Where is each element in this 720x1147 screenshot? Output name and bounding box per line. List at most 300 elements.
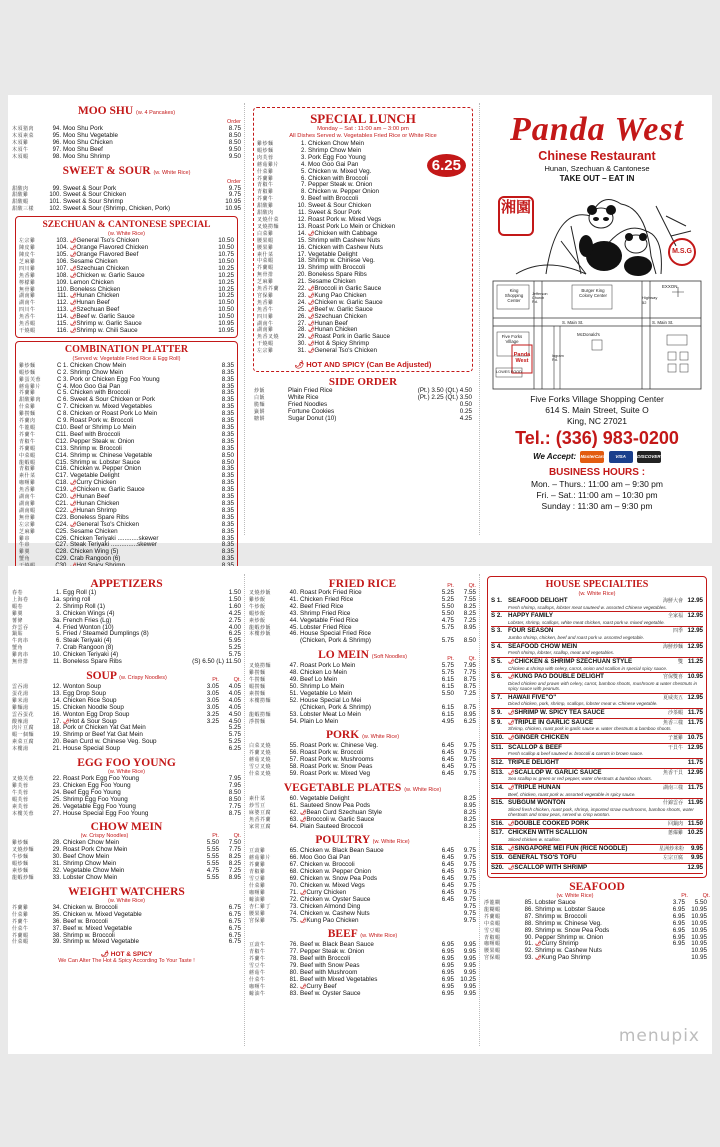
chinese-name [659, 865, 685, 872]
item-price: 1.50 [228, 595, 241, 603]
item-price-qt: 8.95 [463, 710, 476, 718]
item-number: 41. [289, 596, 298, 603]
item-number: C14. [55, 452, 68, 459]
cuisine-line: Hunan, Szechuan & Cantonese [544, 164, 650, 173]
item-price: 8.35 [221, 499, 234, 507]
szechuan-title: SZECHUAN & CANTONESE SPECIAL [42, 220, 211, 231]
item-name: Beef with Snow Peas [300, 962, 360, 970]
item-number: 22. [297, 286, 306, 293]
item-number: C11. [55, 431, 68, 438]
item-number: 22. [52, 776, 61, 783]
item-number: 25. [52, 796, 61, 803]
item-price: 10.25 [687, 829, 703, 837]
item-name: Chicken Lo Mein [300, 669, 347, 677]
appetizers-list [12, 590, 241, 666]
chinese-name: 上海卷 [12, 596, 29, 603]
item-number: S19. [491, 854, 504, 862]
side-order-title: SIDE ORDER [328, 376, 398, 389]
pepper-icon: 🌶 [308, 327, 315, 334]
item-number: 12. [52, 683, 61, 690]
item-number: 94. [52, 126, 61, 132]
item-price: 5.75 [228, 651, 241, 659]
item-number: 30. [52, 854, 61, 861]
menu-item-row [257, 203, 469, 210]
item-name: Roast Pork w. Mixed Veg [300, 770, 370, 778]
chinese-name: 四川牛 [19, 307, 36, 314]
item-name: Shrimp Chow Mein [70, 368, 124, 376]
fried-rice-list [249, 590, 476, 645]
chinese-name: 魚香芥蘭 [249, 816, 272, 823]
item-price: 8.50 [221, 451, 234, 459]
item-price-qt: 6.25 [463, 717, 476, 725]
menu-item-row [19, 473, 234, 480]
pepper-icon: 🌶 [308, 306, 315, 313]
pepper-icon: 🌶 [70, 265, 77, 272]
item-price-qt: 5.25 [228, 738, 241, 746]
item-number: C15. [55, 459, 68, 466]
item-price: 11.25 [687, 657, 703, 665]
chinese-name: 雞麵湯 [12, 704, 29, 711]
menu-item-row [19, 542, 234, 549]
item-number: S16. [491, 819, 504, 827]
item-name: Beef Chow Mein [63, 853, 110, 861]
item-price: 8.35 [221, 472, 234, 480]
chinese-name: 雞肉串 [12, 652, 29, 659]
item-number: 1a. [52, 596, 61, 603]
chinese-name: 芥蘭蝦 [12, 932, 29, 939]
item-number: 78. [289, 956, 298, 963]
item-price: 10.95 [225, 205, 241, 213]
chinese-name: 湖南蝦 [19, 507, 36, 514]
item-price-qt: 7.55 [463, 589, 476, 596]
item-number: 51. [289, 690, 298, 697]
item-number: C18. [55, 480, 68, 487]
chinese-name: 咖喱牛 [249, 983, 266, 990]
item-number: 95. [52, 132, 61, 139]
item-price-qt: 9.95 [463, 955, 476, 963]
item-price: 4.00 [228, 623, 241, 631]
item-name: Sesame Chicken [308, 278, 356, 286]
item-number: 18. [52, 725, 61, 732]
item-number: 17. [52, 718, 61, 725]
chinese-name: 雞炒麵 [19, 362, 36, 369]
menu-item-row [12, 875, 241, 882]
item-price: 11.75 [687, 718, 703, 726]
restaurant-name: Panda West [509, 111, 685, 148]
item-name: Vegetable Egg Foo Young [63, 802, 136, 810]
menu-item-row [249, 638, 476, 645]
item-price-pt: 5.25 [441, 595, 454, 603]
item-price: 8.35 [221, 520, 234, 528]
item-price: 12.95 [687, 693, 703, 701]
item-price-qt: 8.95 [463, 623, 476, 631]
item-name: Moo Goo Gai Pan [300, 854, 351, 862]
item-price-pt: 5.75 [441, 669, 454, 677]
item-name: Boneless Spare Ribs [70, 513, 129, 521]
item-name: Chicken w. Broccoli [63, 903, 118, 911]
szechuan-list [19, 238, 234, 335]
item-price-pt: 5.50 [206, 839, 219, 847]
column-inside-right: HOUSE SPECIALTIES (w. White Rice) S 1. SEAFOOD DELIGHT 海鮮大會 12.95 Fresh shrimp, scallops, lobster meat sauteed w. assorted Chinese vegetables. S 2. HAPPY FAMILY 全家福 12.95 Lobster, shrimp, scallops, white meat chicken, roast pork w. mixed vegetable. S 3. FOUR SEASON 四季 12.95 Jumbo shrimp, chicken, beef and roast pork w. assorted vegetable. S 4. SEAFOOD CHOW MEIN 海鮮炒麵 12.95 Fresh shrimp, lobster, scallop, meat and vegetables. S 5. 🌶 CHICKEN & SHRIMP SZECHUAN STYLE 雙 11.25 Chicken & shrimp with celery, carrot, onion and scallion in special spicy sauce. S 6. 🌶 KUNG PAO DOUBLE DELIGHT 宮保雙喜 10.95 Diced chicken and prawn with celery, carrot, bamboo shoots, mushroom & water chestnuts in spicy sauce with peanuts. S 7. HAWAII FIVE"O" 夏威夷五 12.95 Diced chicken, pork, shrimp, scallops, lobster meat w. Chinese vegetable. S 9. 🌶 SHRIMP W. SPICY TEA SAUCE 沙茶蝦 11.75 S 9. 🌶 TRIPLE IN GARLIC SAUCE 魚香三樣 11.75 Shrimp, chicken, roast pork in garlic sauce w. water chestnuts & bamboo shoots. S10. 🌶 GINGER CHICKEN 子薑雞 10.75 S11. SCALLOP & BEEF 干貝牛 12.95 Fresh scallop & beef sauteed w. broccoli & carrots in brown sauce. S12. TRIPLE DELIGHT 11.75 S13. 🌶 SCALLOP W. GARLIC SAUCE 魚香干貝 12.95 Sea scallop w. green or red pepper, water chestnuts & bamboo shoots. S14. 🌶 TRIPLE HUNAN 湖南三樣 11.75 Beef, chicken, roast pork w. assorted vegetable in spicy sauce. S15. SUBGUM WONTON 什錦雲吞 11.95 Sliced fresh chicken, roast pork, shrimp, imported straw mushrooms, bamboo shoots, water chestnuts and snow peas, served w. crisp wonton. S16. 🌶 DOUBLE COOKED PORK 回鍋肉 11.50 S17. CHICKEN WITH SCALLION 蔥爆雞 10.25 Sliced chicken w. scallion. S18. 🌶 SINGAPORE MEI FUN (RICE NOODLE) 星洲炒米粉 9.95 S19. GENERAL TSO'S TOFU 左宗豆腐 9.95 S20. 🌶 SCALLOP WITH SHRIMP 12.95 SEAFOOD (w. White Rice) Pt. Qt. 淨龍糊 85. Lobster Sauce 3.75 5.50 龍糊蝦 86. Shrimp w. Lobster Sauce 6.95 10.95 芥蘭蝦 87. Shrimp w. Broccoli 6.95 10.95 中菜蝦 88. Shrimp w. Chinese Veg. 6.95 10.95 雪豆蝦 89. Shrimp w. Snow Pea Pods 6.95 10.95 青椒蝦 90. Pepper Shrimp w. Onion 6.95 10.95 咖喱蝦 91. 🌶 Curry Shrimp 6.95 10.95 腰果蝦 92. Shrimp w. Cashew Nuts 10.95 宮保蝦 93. 🌶 Kung Pao Shrimp 10.95 [484, 566, 710, 1054]
moo-shu-title: MOO SHU (w. 4 Pancakes) [77, 105, 176, 117]
item-name: SUBGUM WONTON [508, 799, 566, 807]
menu-item-row [12, 645, 241, 652]
chow-mein-title: CHOW MEIN [90, 821, 163, 834]
item-number: C21. [55, 500, 68, 507]
item-price-pt: 5.75 [441, 623, 454, 631]
item-number: 23. [52, 782, 61, 789]
item-name: Shrimp w. Mixed Vegetable [63, 938, 139, 946]
chinese-name: 陳皮牛 [19, 251, 36, 258]
column-inside-middle: FRIED RICE Pt. Qt. 叉燒炒飯 40. Roast Pork Fried Rice 5.25 7.55 雞炒飯 41. Chicken Fried Rice 5.25 7.55 牛炒飯 42. Beef Fried Rice 5.50 8.25 蝦炒飯 43. Shrimp Fried Rice 5.50 8.25 素炒飯 44. Vegetable Fried Rice 4.75 7.25 龍蝦炒飯 45. Lobster Fried Rice 5.75 8.95 本樓炒飯 46. House Special Fried Rice (Chicken, Pork & Shrimp) 5.75 8.50 LO MEIN (Soft Noodles) Pt. Qt. 叉燒撈麵 47. Roast Pork Lo Mein 5.75 7.95 雞撈麵 48. Chicken Lo Mein 5.75 7.75 牛撈麵 49. Beef Lo Mein 6.15 8.75 蝦撈麵 50. Shrimp Lo Mein 6.15 8.75 素撈麵 51. Vegetable Lo Mein 5.50 7.25 本樓撈麵 52. House Special Lo Mei (Chicken, Pork & Shrimp) 6.15 8.75 龍蝦撈麵 53. Lobster Meat Lo Mein 6.15 8.95 淨撈麵 54. Plain Lo Mein 4.95 6.25 PORK (w. White Rice) 白菜叉燒 55. Roast Pork w. Chinese Veg. 6.45 9.75 芥蘭叉燒 56. Roast Pork w. Broccoli 6.45 9.75 蘑菇叉燒 57. Roast Pork w. Mushrooms 6.45 9.75 雪豆叉燒 58. Roast Pork w. Snow Peas 6.45 9.75 什菜叉燒 59. Roast Pork w. Mixed Veg 6.45 9.75 VEGETABLE PLATES (w. White Rice) 素什菜 60. Vegetable Delight 8.25 炒雪豆 61. Sauteed Snow Pea Pods 8.95 麻婆豆腐 62. 🌶 Bean Curd Szechuan Style 8.25 魚香芥蘭 63. 🌶 Broccoli w. Garlic Sauce 8.25 家常豆腐 64. Plain Sauteed Broccoli 8.25 POULTRY (w. White Rice) 豆豉雞 65. Chicken w. Black Bean Sauce 6.45 9.75 蘑菇雞片 66. Moo Goo Gai Pan 6.45 9.75 芥蘭雞 67. Chicken w. Broccoli 6.45 9.75 青椒雞 68. Chicken w. Pepper Onion 6.45 9.75 雪豆雞 69. Chicken w. Snow Pea Pods 6.45 9.75 什菜雞 70. Chicken w. Mixed Vegs 6.45 9.75 咖喱雞 71. 🌶 Curry Chicken 6.45 9.75 蠔油雞 72. Chicken w. Oyster Sauce 6.45 9.75 杏仁雞丁 73. Chicken Almond Ding 9.75 腰果雞 74. Chicken w. Cashew Nuts 9.75 宮保雞 75. 🌶 Kung Pao Chicken 9.75 BEEF (w. White Rice) 豆豉牛 76. Beef w. Black Bean Sauce 6.95 9.95 青椒牛 77. Pepper Steak w. Onion 6.95 9.95 芥蘭牛 78. Beef with Broccoli 6.95 9.95 雪豆牛 79. Beef with Snow Peas 6.95 9.95 蘑菇牛 80. Beef with Mushroom 6.95 9.95 什菜牛 81. Beef with Mixed Vegetables 6.95 10.25 咖喱牛 82. 🌶 Curry Beef 6.95 9.95 蠔油牛 83. Beef w. Oyster Sauce 6.95 9.95 [249, 578, 476, 997]
item-price: 9.95 [690, 844, 703, 852]
item-name: Moo Shu Pork [63, 125, 103, 132]
item-name: Beef with Broccoli [308, 195, 359, 203]
chinese-name: 青椒牛 [257, 182, 274, 189]
pepper-icon: 🌶 [70, 293, 77, 300]
item-name: Moo Shu Vegetable [63, 131, 118, 139]
item-name: Sweet & Sour Pork [308, 209, 362, 217]
item-name: Chicken with Cabbage [314, 229, 378, 237]
item-price-pt: 6.45 [441, 749, 454, 757]
chinese-name: 春卷 [12, 590, 24, 596]
item-number: 11. [298, 210, 306, 217]
item-number: 98. [52, 153, 61, 160]
item-name: Chicken w. Pepper Onion [300, 868, 372, 876]
item-price: 8.35 [221, 430, 234, 438]
menu-item-row [249, 691, 476, 698]
item-description: Fresh scallop & beef sauteed w. broccoli & carrots in brown sauce. [491, 751, 703, 758]
item-name: Chicken w. Pepper Onion [308, 188, 380, 196]
item-price-pt: 3.75 [672, 899, 685, 907]
item-name: French Fries (Lg) [63, 616, 112, 624]
item-name: House Special Lo Mei [300, 696, 362, 704]
item-price-pt: 6.95 [441, 969, 454, 977]
item-name: Beef Egg Foo Young [63, 788, 121, 796]
item-number: 19. [297, 265, 306, 272]
item-number: 40. [289, 590, 298, 596]
pepper-icon: 🌶 [100, 951, 109, 959]
item-name: Shrimp w. Cashew Nuts [535, 947, 602, 955]
pepper-icon: 🌶 [70, 487, 77, 494]
item-name: General Tso's Chicken [314, 347, 378, 355]
item-number: 29. [52, 847, 61, 854]
combo-list [19, 363, 234, 570]
item-number: S 9. [491, 718, 503, 726]
menupix-watermark: menupix [618, 1026, 700, 1046]
item-name: Shrimp Roll (1) [63, 602, 105, 610]
item-price-pt: 6.45 [441, 875, 454, 883]
menu-item-row [12, 147, 241, 154]
business-hours-title: BUSINESS HOURS : [548, 467, 646, 478]
item-number: 75. [289, 917, 298, 924]
item-price-qt: 9.95 [463, 982, 476, 990]
chinese-name: 蝦炒麵 [257, 147, 274, 154]
item-number: 100. [49, 192, 61, 199]
specialty-row [491, 865, 703, 872]
specialty-row [491, 855, 703, 862]
item-price: 11.75 [687, 758, 703, 766]
item-name: spring roll [63, 595, 91, 603]
item-price: 8.50 [228, 138, 241, 146]
item-number: 25. [297, 306, 306, 313]
pepper-icon: 🌶 [308, 292, 315, 299]
menu-item-row [12, 618, 241, 625]
chinese-name: 素炒飯 [249, 617, 266, 624]
item-number: 109. [56, 279, 68, 286]
menu-item-row [19, 487, 234, 494]
chinese-name: 芥蘭牛 [257, 196, 274, 203]
chinese-name: 魚香蝦 [19, 321, 36, 328]
chinese-name: 干貝牛 [667, 744, 683, 751]
item-price: 8.95 [463, 801, 476, 809]
item-price: 12.95 [687, 768, 703, 776]
item-name: Lobster Sauce [535, 899, 576, 907]
item-name: GENERAL TSO'S TOFU [508, 854, 577, 862]
item-name: Wonton Soup [63, 682, 102, 690]
chinese-name: 回鍋肉 [667, 820, 683, 827]
chinese-name: 什菜雞 [19, 404, 36, 411]
item-price: 12.95 [687, 597, 703, 604]
item-name: Szechuan Beef [76, 306, 120, 314]
item-number: S 5. [491, 657, 503, 665]
item-number: C23. [55, 514, 68, 521]
chinese-name: 素菜豆腐 [12, 739, 35, 746]
item-price: 8.35 [221, 513, 234, 521]
item-number: 39. [52, 939, 61, 946]
item-price-qt: 9.75 [463, 742, 476, 750]
pepper-icon: 🌶 [535, 941, 542, 948]
chinese-name: 全家福 [667, 613, 683, 620]
menu-item-row [484, 948, 707, 955]
pepper-icon: 🌶 [70, 251, 77, 258]
item-name: Chicken Chow Mein [70, 361, 126, 369]
item-name: Boneless Spare Ribs [63, 658, 122, 666]
item-number: 99. [52, 185, 61, 192]
item-price-qt: 10.95 [691, 919, 707, 927]
item-number: 14. [52, 697, 61, 704]
chinese-name: 豆豉雞 [249, 848, 266, 855]
item-name: Curry Shrimp [541, 940, 579, 948]
item-price-pt: 6.95 [441, 941, 454, 949]
item-number: 57. [289, 757, 298, 764]
item-price: 8.35 [221, 555, 234, 563]
item-number: 5. [55, 631, 61, 638]
item-name: Crab Rangoon (6) [70, 555, 121, 563]
chinese-name: 湖南雞 [257, 327, 274, 334]
item-number: C 4. [56, 383, 68, 390]
item-number: 27. [52, 810, 61, 817]
item-price-pt: 6.45 [441, 854, 454, 862]
chinese-name: 什菜雞 [12, 911, 29, 918]
item-number: 15. [297, 237, 306, 244]
specialty-row [491, 821, 703, 828]
chinese-name: 青椒牛 [249, 949, 266, 956]
item-price: 5.25 [228, 644, 241, 652]
item-name: Chicken Chow Mein [63, 839, 119, 847]
item-name: Pork Egg Foo Young [308, 153, 366, 161]
item-number: 102. [49, 206, 61, 213]
weight-watchers-title: WEIGHT WATCHERS [68, 885, 185, 898]
item-name: House Special Egg Foo Young [63, 809, 149, 817]
pepper-icon: 🌶 [308, 313, 315, 320]
chinese-name: 素芙蓉 [12, 803, 29, 810]
item-number: 49. [289, 677, 298, 684]
chinese-name: 雪豆叉燒 [249, 764, 272, 771]
item-name: Beef w. Oyster Sauce [300, 989, 361, 997]
item-number: 3. [55, 610, 61, 617]
item-price-pt: 6.95 [672, 933, 685, 941]
item-number: S12. [491, 758, 504, 766]
item-name: HAPPY FAMILY [508, 612, 554, 620]
chinese-name: 檸檬雞 [19, 279, 36, 286]
chinese-name: 甜酸雞 [257, 203, 274, 210]
pepper-icon: 🌶 [300, 889, 307, 896]
vegetable-plates-list [249, 796, 476, 831]
item-price-qt: 6.25 [228, 745, 241, 753]
chinese-name: 青椒雞 [257, 189, 274, 196]
item-name: SINGAPORE MEI FUN (RICE NOODLE) [514, 844, 628, 852]
item-price-qt: 9.75 [463, 895, 476, 903]
chinese-name: 蠔油雞 [249, 896, 266, 903]
item-number: 6. [55, 638, 61, 645]
item-name: Shrimp w. Snow Pea Pods [535, 926, 610, 934]
item-name: Moo Goo Gai Pan [70, 382, 121, 390]
item-price-qt: 9.95 [463, 941, 476, 949]
item-number: 72. [289, 896, 298, 903]
item-number: 2. [300, 147, 306, 154]
appetizers-title: APPETIZERS [90, 578, 163, 590]
item-name: Hot & Sour Soup [69, 717, 117, 725]
item-number: 61. [289, 802, 298, 809]
item-number: 46. [289, 631, 298, 638]
item-number: 26. [297, 313, 306, 320]
chinese-name: 龍糊蝦 [484, 906, 501, 913]
item-price-pt: 6.45 [441, 742, 454, 750]
item-number: 71. [289, 889, 298, 896]
item-number: 56. [289, 750, 298, 757]
item-price-pt: 5.50 [441, 689, 454, 697]
item-price: 6.25 [228, 630, 241, 638]
item-price-pt: 6.15 [441, 682, 454, 690]
pepper-icon: 🌶 [508, 674, 515, 681]
item-name: Sauteed Snow Pea Pods [300, 801, 371, 809]
chinese-name: 素什菜 [19, 473, 36, 480]
item-price-pt: 4.75 [206, 867, 219, 875]
chinese-name: 雲吞湯 [12, 683, 29, 690]
menu-front-sheet [8, 95, 712, 563]
specialty-row [491, 644, 703, 651]
chinese-name: 酸辣湯 [12, 718, 29, 725]
item-price: 10.25 [218, 285, 234, 293]
chinese-name: 宮保雙喜 [662, 674, 683, 681]
item-price-qt: 10.95 [691, 905, 707, 913]
item-price-qt: 5.50 [694, 899, 707, 907]
item-name: Orange Flavored Chicken [76, 244, 149, 252]
item-price: (S) 6.50 (L) 11.50 [192, 658, 241, 666]
item-name: Shrimp w. Lobster Sauce [535, 905, 606, 913]
item-price-qt: 10.95 [691, 912, 707, 920]
chinese-name: 本樓湯 [12, 746, 29, 753]
item-number: 92. [524, 948, 533, 955]
menu-item-row [19, 522, 234, 529]
item-number: 13. [52, 690, 61, 697]
item-description: Fresh shrimp, scallops, lobster meat sauteed w. assorted Chinese vegetables. [491, 605, 703, 612]
item-number: 76. [289, 942, 298, 949]
item-number: 20. [297, 272, 306, 279]
item-number: C22. [55, 507, 68, 514]
item-number: 48. [289, 670, 298, 677]
soup-list [12, 684, 241, 753]
mastercard-icon: MasterCard [580, 451, 604, 463]
item-number: 73. [289, 903, 298, 910]
map-panda-west: Panda West [513, 352, 531, 364]
item-name: Chicken Noodle Soup [63, 703, 124, 711]
item-price-qt: 4.05 [228, 696, 241, 704]
item-name: Fried Wonton (10) [63, 623, 114, 631]
item-number: 116. [56, 327, 68, 334]
item-name: Lobster Chow Mein [63, 874, 118, 881]
item-price: 8.50 [228, 131, 241, 139]
chinese-name: 家常豆腐 [249, 823, 272, 830]
lunch-price-badge: 6.25 [427, 154, 466, 177]
item-number: 85. [524, 900, 533, 907]
menu-item-row [257, 141, 469, 148]
chinese-name: 木須素菜 [12, 132, 35, 139]
pepper-icon: 🌶 [508, 769, 515, 776]
chinese-name: 炸雲吞 [12, 624, 29, 631]
item-price-qt: 9.75 [463, 854, 476, 862]
chinese-name: 魚香雞 [19, 487, 36, 494]
item-number: 79. [289, 963, 298, 970]
item-number: S 1. [491, 597, 503, 604]
location-map: King Shopping Center Burger King Colony Center EXXON Jefferson Church Rd. Highway 52 S. Main St. S. Main St. Five Forks Village McDonald's Ingram Rd. Panda West LOWES FOOD [492, 280, 702, 390]
house-specialties-title: HOUSE SPECIALTIES [545, 579, 649, 590]
item-price-pt: 6.95 [441, 955, 454, 963]
chinese-name: 咖喱雞 [249, 889, 266, 896]
item-number: 96. [52, 139, 61, 146]
chinese-name: 本樓芙蓉 [12, 810, 35, 817]
menu-item-row [19, 377, 234, 384]
item-name: Vegetable Delight [308, 250, 358, 258]
item-number: 7. [300, 182, 306, 189]
sweet-sour-list [12, 186, 241, 214]
item-name: Shrimp with Cashew Nuts [308, 236, 381, 244]
item-name: SHRIMP W. SPICY TEA SAUCE [514, 708, 605, 716]
item-number: S 7. [491, 693, 503, 701]
item-price-qt: 10.95 [691, 940, 707, 948]
item-name: Plain Fried Rice [288, 387, 333, 395]
item-price-pt: 5.75 [441, 637, 454, 645]
item-name: GINGER CHICKEN [514, 733, 569, 741]
item-name: TRIPLE DELIGHT [508, 758, 559, 766]
item-name: Shrimp w. Chili Sauce [76, 326, 138, 334]
chinese-name: 木須牛 [12, 146, 29, 153]
item-number: 2. [55, 603, 61, 610]
item-name: Wonton Egg Drop Soup [63, 710, 130, 718]
item-name: Shrimp Lo Mein [300, 682, 345, 690]
item-number: 45. [289, 624, 298, 631]
item-name: Chicken Wing (5) [70, 548, 119, 556]
chinese-name: 麻婆豆腐 [249, 809, 272, 816]
chinese-name: 蛋花湯 [12, 690, 29, 697]
item-number: 5. [300, 168, 306, 175]
item-number: 38. [52, 932, 61, 939]
item-name: Roast Pork w. Broccoli [70, 417, 133, 425]
chinese-name: 叉燒撈麵 [249, 663, 272, 670]
item-name: Chicken with Cashew Nuts [308, 243, 383, 251]
chinese-name: 蝦一個麵 [12, 732, 35, 739]
